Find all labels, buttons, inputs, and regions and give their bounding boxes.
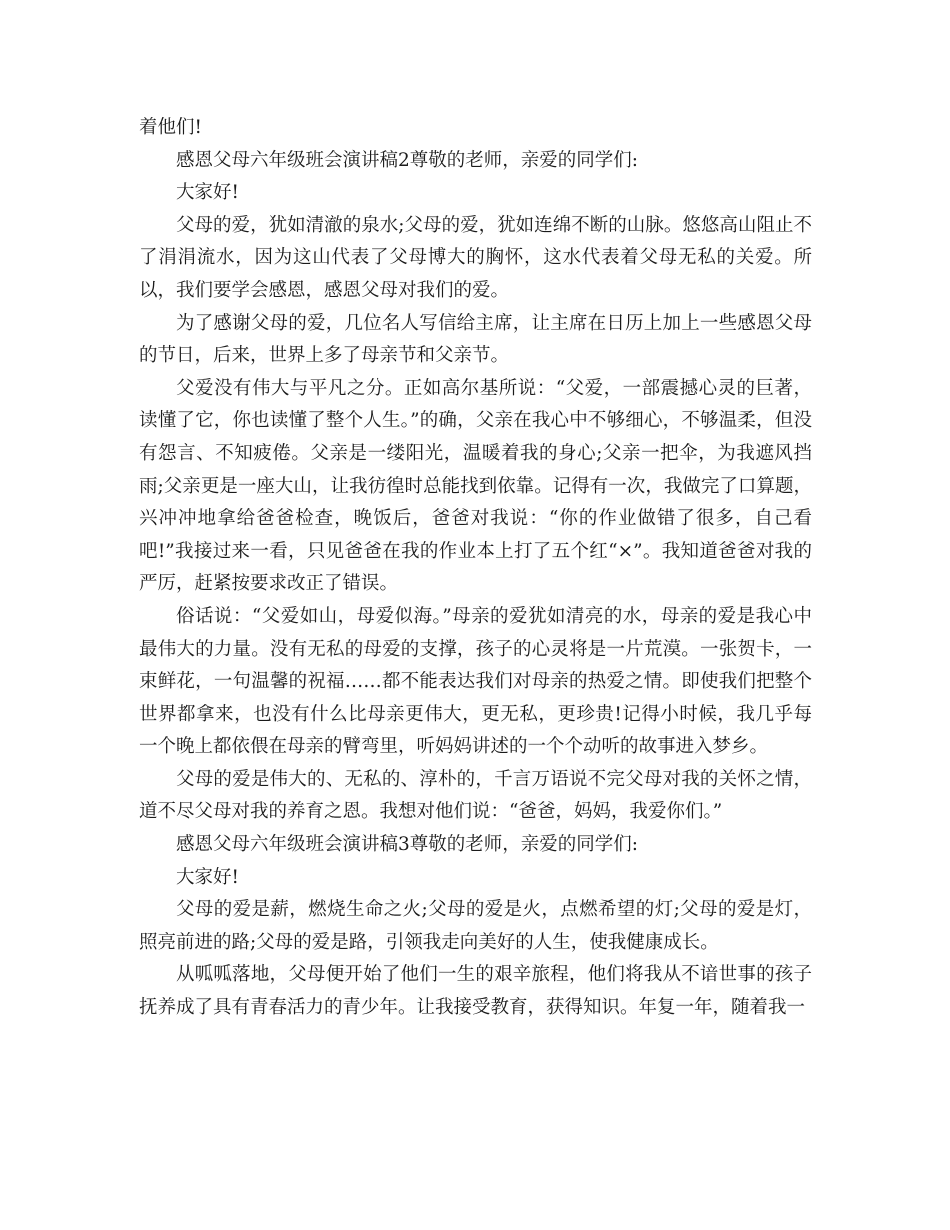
paragraph: 从呱呱落地，父母便开始了他们一生的艰辛旅程，他们将我从不谙世事的孩子抚养成了具有青春活力的青少年。让我接受教育，获得知识。年复一年，随着我一	[139, 964, 812, 1019]
speech-heading-3: 感恩父母六年级班会演讲稿3尊敬的老师，亲爱的同学们:	[176, 834, 639, 856]
paragraph: 俗话说：“父爱如山，母爱似海。”母亲的爱犹如清亮的水，母亲的爱是我心中最伟大的力量。没有无私的母爱的支撑，孩子的心灵将是一片荒漠。一张贺卡，一束鲜花，一句温馨的祝福……都不能表达我们对母亲的热爱之情。即使我们把整个世界都拿来，也没有什么比母亲更伟大，更无私，更珍贵!记得小时候，我几乎每一个晚上都依偎在母亲的臂弯里，听妈妈讲述的一个个动听的故事进入梦乡。	[139, 605, 813, 758]
paragraph: 父母的爱是薪，燃烧生命之火;父母的爱是火，点燃希望的灯;父母的爱是灯，照亮前进的路;父母的爱是路，引领我走向美好的人生，使我健康成长。	[139, 899, 812, 953]
paragraph-continuation: 着他们!	[139, 117, 202, 138]
paragraph: 父母的爱是伟大的、无私的、淳朴的，千言万语说不完父母对我的关怀之情，道不尽父母对我的养育之恩。我想对他们说：“爸爸，妈妈，我爱你们。”	[139, 768, 812, 823]
greeting-2: 大家好!	[176, 182, 239, 204]
paragraph: 父母的爱，犹如清澈的泉水;父母的爱，犹如连绵不断的山脉。悠悠高山阻止不了涓涓流水，因为这山代表了父母博大的胸怀，这水代表着父母无私的关爱。所以，我们要学会感恩，感恩父母对我们的爱。	[139, 214, 812, 301]
paragraph: 父爱没有伟大与平凡之分。正如高尔基所说：“父爱，一部震撼心灵的巨著，读懂了它，你也读懂了整个人生。”的确，父亲在我心中不够细心，不够温柔，但没有怨言、不知疲倦。父亲是一缕阳光，温暖着我的身心;父亲一把伞，为我遮风挡雨;父亲更是一座大山，让我彷徨时总能找到依靠。记得有一次，我做完了口算题，兴冲冲地拿给爸爸检查，晚饭后，爸爸对我说：“你的作业做错了很多，自己看吧!”我接过来一看，只见爸爸在我的作业本上打了五个红“×”。我知道爸爸对我的严厉，赶紧按要求改正了错误。	[139, 377, 812, 595]
greeting-3: 大家好!	[176, 866, 239, 888]
document-body	[139, 112, 812, 1025]
speech-heading-2: 感恩父母六年级班会演讲稿2尊敬的老师，亲爱的同学们:	[176, 149, 639, 171]
paragraph: 为了感谢父母的爱，几位名人写信给主席，让主席在日历上加上一些感恩父母的节日，后来，世界上多了母亲节和父亲节。	[139, 312, 812, 367]
